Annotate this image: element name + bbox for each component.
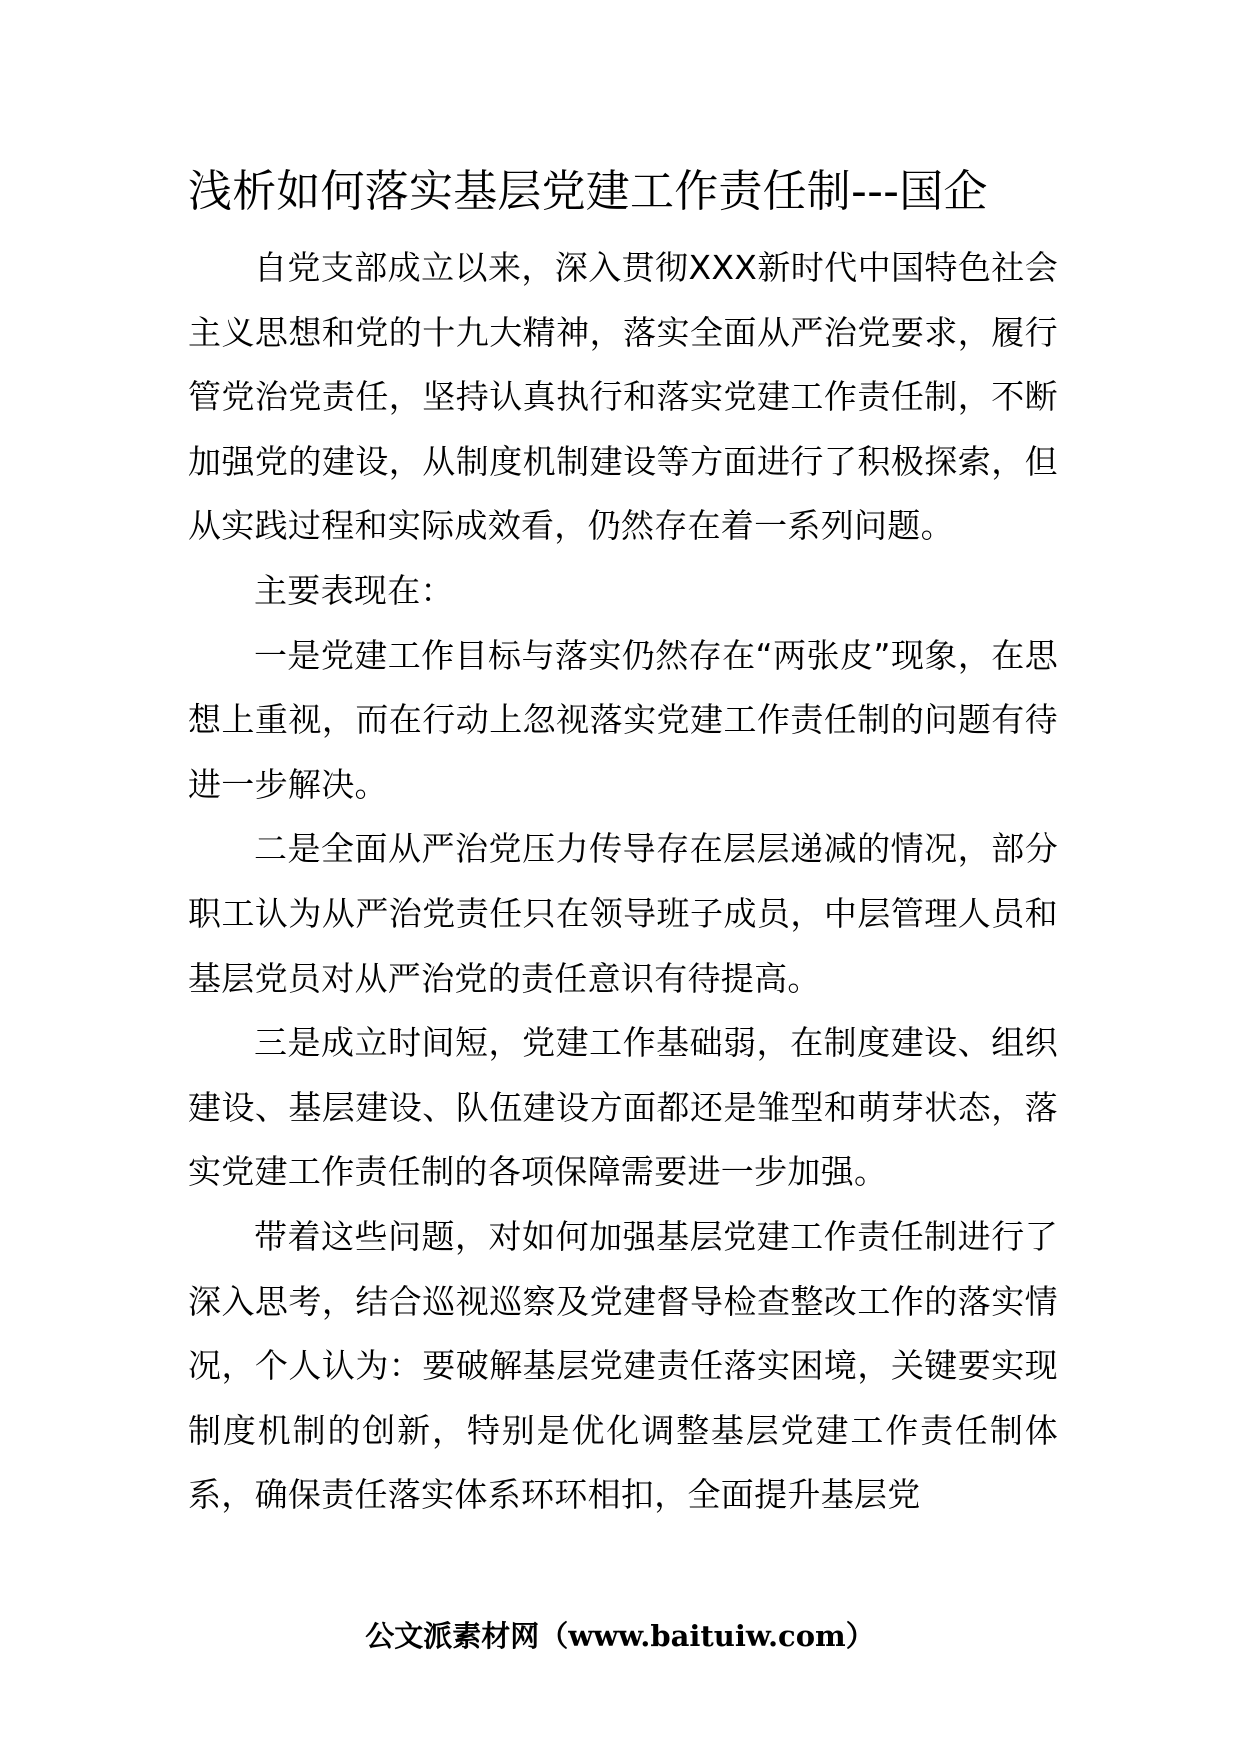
document-body xyxy=(188,236,1058,1528)
paragraph-intro: 自党支部成立以来，深入贯彻XXX新时代中国特色社会主义思想和党的十九大精神，落实全面从严治党要求，履行管党治党责任，坚持认真执行和落实党建工作责任制，不断加强党的建设，从制度机制建设等方面进行了积极探索，但从实践过程和实际成效看，仍然存在着一系列问题。 xyxy=(188,248,1058,546)
paragraph-main-issues-heading: 主要表现在： xyxy=(254,570,454,610)
document-title: 浅析如何落实基层党建工作责任制---国企 xyxy=(188,166,988,217)
paragraph-issue-one: 一是党建工作目标与落实仍然存在“两张皮”现象，在思想上重视，而在行动上忽视落实党建工作责任制的问题有待进一步解决。 xyxy=(188,635,1058,804)
footer-source-label: 公文派素材网（www.baituiw.com） xyxy=(365,1619,875,1653)
paragraph-issue-two: 二是全面从严治党压力传导存在层层递减的情况，部分职工认为从严治党责任只在领导班子成员，中层管理人员和基层党员对从严治党的责任意识有待提高。 xyxy=(188,829,1058,998)
paragraph-reflection: 带着这些问题，对如何加强基层党建工作责任制进行了深入思考，结合巡视巡察及党建督导检查整改工作的落实情况，个人认为：要破解基层党建责任落实困境，关键要实现制度机制的创新，特别是优化调整基层党建工作责任制体系，确保责任落实体系环环相扣，全面提升基层党 xyxy=(188,1216,1058,1515)
paragraph-issue-three: 三是成立时间短，党建工作基础弱，在制度建设、组织建设、基层建设、队伍建设方面都还是雏型和萌芽状态，落实党建工作责任制的各项保障需要进一步加强。 xyxy=(188,1023,1058,1192)
